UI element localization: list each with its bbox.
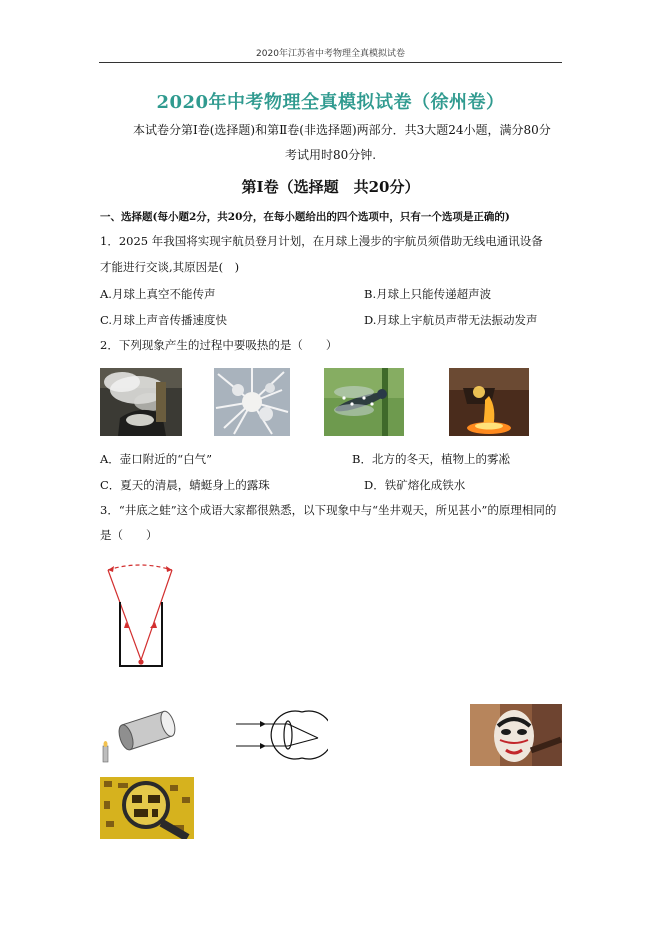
rime-frost-photo [214,368,290,436]
q2-option-c: C．夏天的清晨，蜻蜓身上的露珠 [100,478,270,492]
q3-stem-line-1: 3．“井底之蛙”这个成语大家都很熟悉，以下现象中与“坐井观天，所见甚小”的原理相同的 [100,503,557,517]
header-divider [99,62,562,63]
q1-option-b: B.月球上只能传递超声波 [364,287,492,301]
intro-line-1: 本试卷分第Ⅰ卷(选择题)和第Ⅱ卷(非选择题)两部分．共3大题24小题，满分80分 [133,123,551,137]
molten-iron-photo [449,368,529,436]
section-heading: 一、选择题(每小题2分，共20分，在每小题给出的四个选项中，只有一个选项是正确的) [100,211,510,223]
frog-in-well-diagram [100,562,180,674]
q2-option-a: A．壶口附近的“白气” [100,452,213,466]
q1-option-c: C.月球上声音传播速度快 [100,313,228,327]
q1-stem-line-1: 1．2025 年我国将实现宇航员登月计划，在月球上漫步的宇航员须借助无线电通讯设备 [100,234,543,248]
q1-option-a: A.月球上真空不能传声 [100,287,216,301]
exam-title: 2020年中考物理全真模拟试卷（徐州卷） [156,92,505,113]
magnifying-glass-photo [100,777,194,839]
part-one-title: 第Ⅰ卷（选择题 共20分） [241,178,420,196]
eye-lens-diagram [232,708,328,762]
intro-line-2: 考试用时80分钟. [284,148,377,162]
page-header: 2020年江苏省中考物理全真模拟试卷 [256,49,405,59]
q1-stem-line-2: 才能进行交谈,其原因是( ) [100,260,240,274]
opera-mask-photo [470,704,562,766]
q2-stem: 2．下列现象产生的过程中要吸热的是（ ） [100,338,338,352]
q2-option-d: D．铁矿熔化成铁水 [364,478,466,492]
q1-option-d: D.月球上宇航员声带无法振动发声 [364,313,538,327]
q2-option-b: B．北方的冬天，植物上的雾凇 [352,452,510,466]
q3-stem-line-2: 是（ ） [100,528,158,542]
kettle-steam-photo [100,368,182,436]
cylinder-tube-diagram [100,704,184,766]
dragonfly-dew-photo [324,368,404,436]
